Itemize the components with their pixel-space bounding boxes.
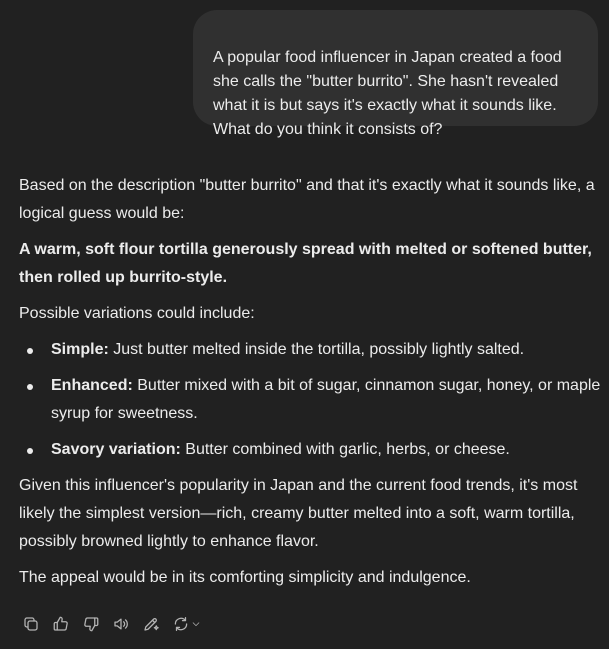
message-actions-bar bbox=[19, 612, 203, 636]
user-message-bubble bbox=[193, 10, 598, 138]
regenerate-icon bbox=[172, 615, 190, 633]
copy-button[interactable] bbox=[19, 612, 43, 636]
read-aloud-icon bbox=[112, 615, 130, 633]
variation-text: Just butter melted inside the tortilla, possibly lightly salted. bbox=[108, 341, 525, 358]
copy-icon bbox=[22, 615, 40, 633]
variation-term: Savory variation: bbox=[51, 441, 181, 458]
variation-text: Butter combined with garlic, herbs, or cheese. bbox=[180, 441, 510, 458]
regenerate-button[interactable] bbox=[169, 612, 203, 636]
variation-term: Enhanced: bbox=[51, 377, 133, 394]
user-message-text: A popular food influencer in Japan created a food she calls the "butter burrito". She hasn't revealed what it is but says it's exactly what it sounds like. What do you think it consists of? bbox=[213, 49, 562, 138]
read-aloud-button[interactable] bbox=[109, 612, 133, 636]
thumbs-down-button[interactable] bbox=[79, 612, 103, 636]
assistant-conclusion: Given this influencer's popularity in Japan and the current food trends, it's most likely the simplest version—rich, creamy butter melted into a soft, warm tortilla, possibly browned lightly to enhance flavor. bbox=[19, 477, 578, 550]
assistant-intro: Based on the description "butter burrito" and that it's exactly what it sounds like, a logical guess would be: bbox=[19, 177, 595, 222]
assistant-closing: The appeal would be in its comforting simplicity and indulgence. bbox=[19, 569, 471, 586]
thumbs-down-icon bbox=[82, 615, 100, 633]
variation-term: Simple: bbox=[51, 341, 109, 358]
assistant-guess: A warm, soft flour tortilla generously spread with melted or softened butter, then rolled up burrito-style. bbox=[19, 241, 592, 286]
variation-text: Butter mixed with a bit of sugar, cinnamon sugar, honey, or maple syrup for sweetness. bbox=[51, 377, 601, 422]
chevron-down-icon bbox=[191, 619, 201, 629]
edit-button[interactable] bbox=[139, 612, 163, 636]
variations-list bbox=[19, 336, 604, 464]
edit-icon bbox=[142, 615, 160, 633]
list-item bbox=[51, 436, 604, 464]
list-item bbox=[51, 336, 604, 364]
thumbs-up-button[interactable] bbox=[49, 612, 73, 636]
list-item bbox=[51, 372, 604, 428]
assistant-message bbox=[19, 172, 604, 600]
variations-heading: Possible variations could include: bbox=[19, 305, 255, 322]
thumbs-up-icon bbox=[52, 615, 70, 633]
